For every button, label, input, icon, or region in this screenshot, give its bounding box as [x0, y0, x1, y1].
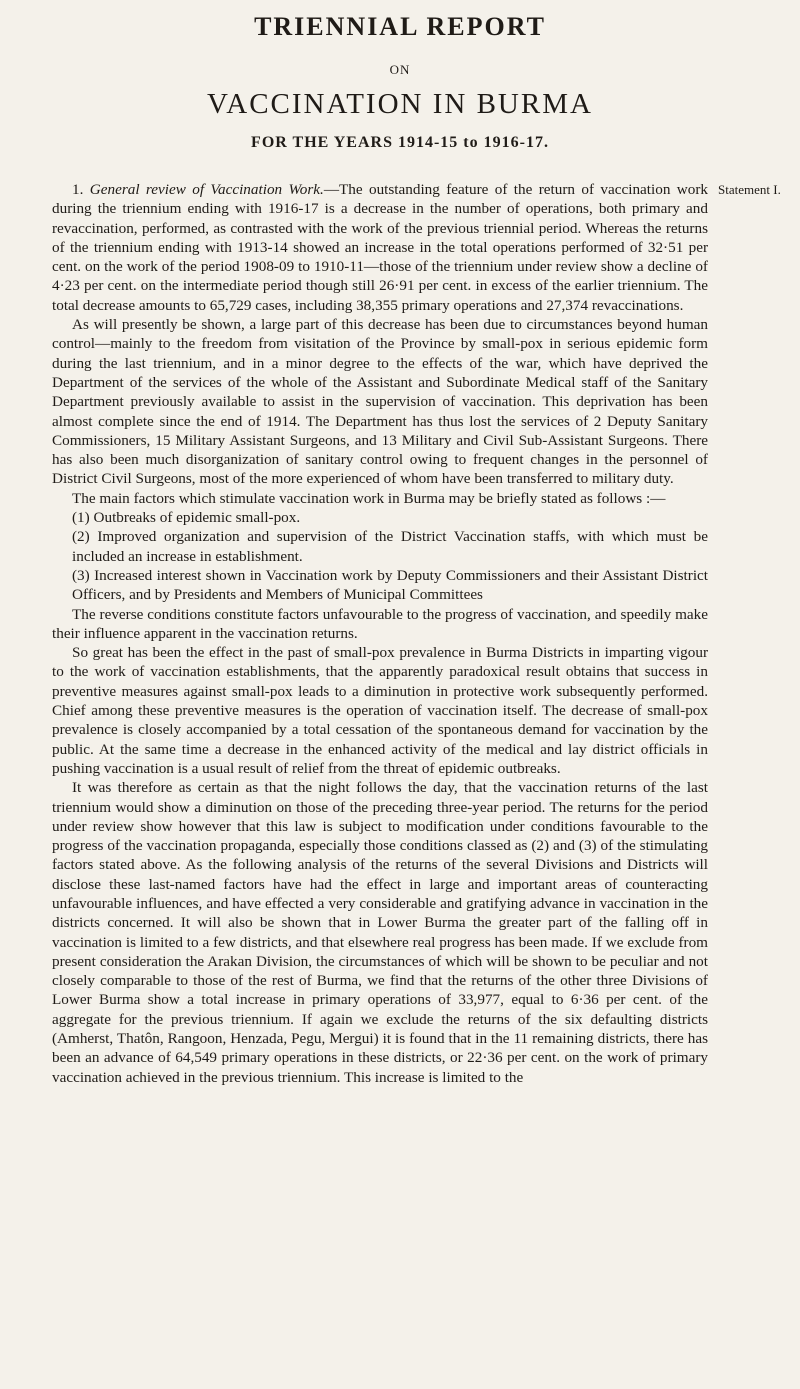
- paragraph-2: As will presently be shown, a large part of this decrease has been due to circumstances beyond human control—mainly to the freedom from visitation of the Province by small-pox in serious epidemic form during the last triennium, and in a minor degree to the effects of the war, which have deprived the Department of the services of the whole of the Assistant and Subordinate Medical staff of the Sanitary Department previously available to assist in the supervision of vaccination. This deprivation has been almost complete since the end of 1914. The Department has thus lost the services of 2 Deputy Sanitary Commissioners, 15 Military Assistant Surgeons, and 13 Military and Civil Sub-Assistant Surgeons. There has also been much disorganization of sanitary control owing to frequent changes in the personnel of District Civil Surgeons, most of the more experienced of whom have been transferred to military duty.: [52, 316, 708, 488]
- paragraph-4: The reverse conditions constitute factors unfavourable to the progress of vaccination, and speedily make their influence apparent in the vaccination returns.: [52, 605, 708, 642]
- factor-item-2: (2) Improved organization and supervision of the District Vaccination staffs, with which must be included an increase in establishment.: [72, 528, 708, 565]
- paragraph-number: 1.: [72, 181, 90, 198]
- factor-item-3: (3) Increased interest shown in Vaccination work by Deputy Commissioners and their Assistant District Officers, and by Presidents and Members of Municipal Committees: [72, 566, 708, 604]
- report-subject: VACCINATION IN BURMA: [207, 88, 593, 120]
- report-body: [52, 180, 708, 1087]
- margin-note: Statement I.: [718, 182, 781, 197]
- paragraph-6: It was therefore as certain as that the night follows the day, that the vaccination returns of the last triennium would show a diminution on those of the preceding three-year period. The returns for the period under review show however that this law is subject to modification under conditions favourable to the progress of the vaccination propaganda, especially those conditions classed as (2) and (3) of the stimulating factors stated above. As the following analysis of the returns of the several Divisions and Districts will disclose these last-named factors have had the effect in large and important areas of counteracting unfavourable influences, and have effected a very considerable and gratifying advance in vaccination in the districts concerned. It will also be shown that in Lower Burma the greater part of the falling off in vaccination is limited to a few districts, and that elsewhere real progress has been made. If we exclude from present consideration the Arakan Division, the circumstances of which will be shown to be peculiar and not closely comparable to those of the rest of Burma, we find that the returns of the other three Divisions of Lower Burma show a total increase in primary operations of 33,977, equal to 6·36 per cent. of the aggregate for the previous triennium. If again we exclude the returns of the six defaulting districts (Amherst, Thatôn, Rangoon, Henzada, Pegu, Mergui) it is found that in the 11 remaining districts, there has been an advance of 64,549 primary operations in these districts, or 22·36 per cent. on the work of primary vaccination achieved in the previous triennium. This increase is limited to the: [52, 779, 708, 1086]
- paragraph-1: [52, 180, 708, 315]
- factor-item-1: (1) Outbreaks of epidemic small-pox.: [72, 509, 301, 527]
- report-years: FOR THE YEARS 1914-15 to 1916-17.: [251, 134, 549, 151]
- paragraph-5: So great has been the effect in the past of small-pox prevalence in Burma Districts in imparting vigour to the work of vaccination establishments, that the apparently paradoxical result obtains that success in preventive measures against small-pox leads to a diminution in protective work subsequently performed. Chief among these preventive measures is the operation of vaccination itself. The decrease of small-pox prevalence is closely accompanied by a total cessation of the spontaneous demand for vaccination by the public. At the same time a decrease in the enhanced activity of the medical and lay district officials in pushing vaccination is a usual result of relief from the threat of epidemic outbreaks.: [52, 644, 708, 777]
- report-title-on: ON: [389, 62, 411, 77]
- paragraph-3: The main factors which stimulate vaccination work in Burma may be briefly stated as follows :—: [72, 489, 666, 507]
- report-title: TRIENNIAL REPORT: [254, 12, 546, 41]
- paragraph-1-text: —The outstanding feature of the return of vaccination work during the triennium ending with 1916-17 is a decrease in the number of operations, both primary and revaccination, performed, as contrasted with the work of the previous triennial period. Whereas the returns of the triennium ending with 1913-14 showed an increase in the total operations performed of 32·51 per cent. on the work of the period 1908-09 to 1910-11—those of the triennium under review show a decline of 4·23 per cent. on the intermediate period though still 26·91 per cent. in excess of the earlier triennium. The total decrease amounts to 65,729 cases, including 38,355 primary operations and 27,374 revaccinations.: [52, 181, 709, 314]
- section-heading: General review of Vaccination Work.: [89, 181, 324, 198]
